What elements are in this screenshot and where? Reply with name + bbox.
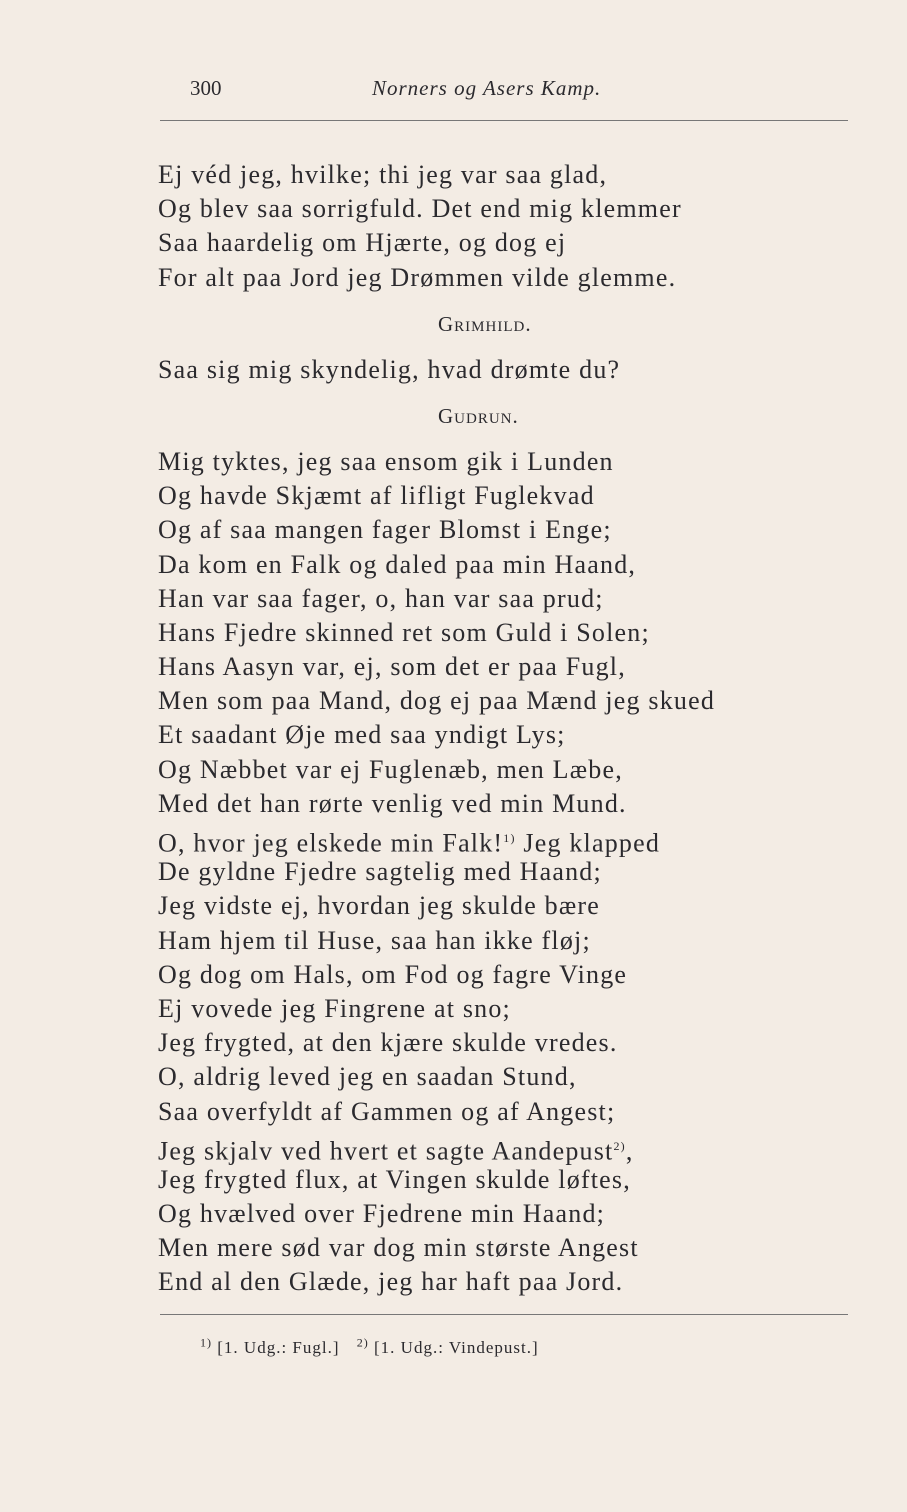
verse-line: Og havde Skjæmt af lifligt Fuglekvad — [158, 481, 595, 511]
verse-line: Jeg frygted flux, at Vingen skulde løftes, — [158, 1164, 631, 1194]
verse-line-with-footnote — [158, 821, 858, 858]
verse-line: Og dog om Hals, om Fod og fagre Vinge — [158, 959, 628, 989]
verse-line: Jeg vidste ej, hvordan jeg skulde bære — [158, 891, 601, 921]
verse-line: Og blev saa sorrigfuld. Det end mig klemmer — [158, 194, 682, 224]
verse-line: Hans Aasyn var, ej, som det er paa Fugl, — [158, 652, 626, 682]
verse-line: End al den Glæde, jeg har haft paa Jord. — [158, 1267, 624, 1297]
verse-line: Et saadant Øje med saa yndigt Lys; — [158, 720, 566, 750]
verse-line: Saa haardelig om Hjærte, og dog ej — [158, 228, 567, 258]
footnote-mark: 1) — [200, 1335, 212, 1349]
verse-line: Hans Fjedre skinned ret som Guld i Solen; — [158, 617, 650, 647]
verse-line: Jeg frygted, at den kjære skulde vredes. — [158, 1028, 618, 1058]
verse-line: O, aldrig leved jeg en saadan Stund, — [158, 1062, 577, 1092]
header-rule — [160, 120, 848, 121]
speaker-heading: Grimhild. — [438, 311, 532, 336]
footnote-1 — [200, 1335, 340, 1357]
verse-text: , — [625, 1136, 634, 1166]
verse-text: Jeg klapped — [515, 828, 661, 858]
verse-line: Og af saa mangen fager Blomst i Enge; — [158, 515, 612, 545]
verse-line: Han var saa fager, o, han var saa prud; — [158, 583, 604, 613]
verse-line: Men mere sød var dog min største Angest — [158, 1233, 639, 1263]
running-title: Norners og Asers Kamp. — [372, 76, 602, 100]
footnote-rule — [160, 1314, 848, 1315]
verse-line: Og hvælved over Fjedrene min Haand; — [158, 1199, 606, 1229]
poem-text — [158, 158, 858, 1300]
verse-line-with-footnote — [158, 1129, 858, 1166]
footnote-reference: 2) — [613, 1138, 626, 1153]
speaker-heading: Gudrun. — [438, 403, 519, 428]
verse-line: Ej vovede jeg Fingrene at sno; — [158, 993, 511, 1023]
page-header — [190, 76, 660, 110]
verse-text: Jeg skjalv ved hvert et sagte Aandepust — [158, 1136, 614, 1166]
verse-line: Da kom en Falk og daled paa min Haand, — [158, 549, 637, 579]
verse-line: Og Næbbet var ej Fuglenæb, men Læbe, — [158, 754, 623, 784]
footnote-reference: 1) — [503, 831, 516, 845]
footnote-text: [1. Udg.: Fugl.] — [217, 1337, 340, 1357]
footnote-2 — [356, 1335, 539, 1357]
verse-line: Mig tyktes, jeg saa ensom gik i Lunden — [158, 446, 614, 476]
page-number: 300 — [190, 76, 222, 100]
verse-line: Ham hjem til Huse, saa han ikke fløj; — [158, 925, 591, 955]
verse-line: Saa overfyldt af Gammen og af Angest; — [158, 1096, 616, 1126]
footnote-text: [1. Udg.: Vindepust.] — [374, 1337, 539, 1357]
footnote-mark: 2) — [356, 1335, 369, 1349]
verse-line: For alt paa Jord jeg Drømmen vilde glemme. — [158, 262, 677, 292]
footnotes — [200, 1335, 720, 1358]
verse-text: O, hvor jeg elskede min Falk! — [158, 828, 504, 858]
verse-line: De gyldne Fjedre sagtelig med Haand; — [158, 857, 602, 887]
verse-line: Ej véd jeg, hvilke; thi jeg var saa glad, — [158, 160, 608, 189]
verse-line: Men som paa Mand, dog ej paa Mænd jeg skued — [158, 686, 716, 716]
verse-line: Saa sig mig skyndelig, hvad drømte du? — [158, 354, 621, 384]
verse-line: Med det han rørte venlig ved min Mund. — [158, 788, 627, 818]
